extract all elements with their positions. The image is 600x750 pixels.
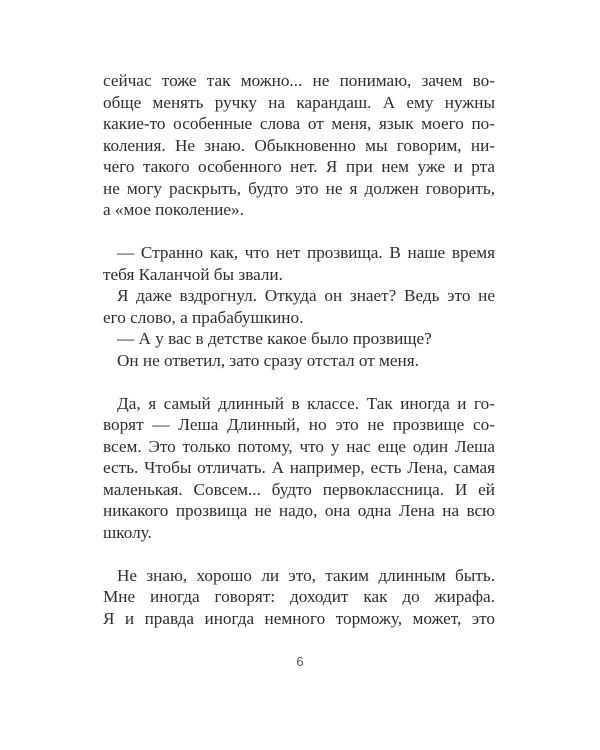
text-line: Не знаю, хорошо ли это, таким длинным быть. bbox=[117, 565, 495, 585]
paragraph-5 bbox=[103, 350, 495, 372]
text-line: какие-то особенные слова от меня, язык моего по- bbox=[103, 114, 495, 133]
text-line: тебя Каланчой бы звали. bbox=[103, 264, 283, 284]
paragraph-6 bbox=[103, 393, 495, 544]
paragraph-7 bbox=[103, 565, 495, 630]
text-line: его слово, а прабабушкино. bbox=[103, 307, 304, 327]
text-line: школу. bbox=[103, 522, 152, 542]
text-line: не могу раскрыть, будто это не я должен говорить, bbox=[103, 178, 495, 198]
paragraph-gap bbox=[103, 371, 495, 393]
paragraph-3 bbox=[103, 285, 495, 328]
text-line: а «мое поколение». bbox=[103, 200, 244, 219]
paragraph-1 bbox=[103, 70, 495, 221]
text-line: никакого прозвища не надо, она одна Лена на всю bbox=[103, 501, 495, 520]
paragraph-2 bbox=[103, 242, 495, 285]
text-line: маленькая. Совсем... будто первоклассница. И ей bbox=[103, 479, 495, 499]
text-line: Он не ответил, зато сразу отстал от меня. bbox=[117, 350, 419, 370]
text-line: чего такого особенного нет. Я при нем уже и рта bbox=[103, 157, 495, 176]
text-line: Я даже вздрогнул. Откуда он знает? Ведь это не bbox=[117, 286, 495, 305]
text-line: сейчас тоже так можно... не понимаю, зачем во- bbox=[103, 71, 495, 90]
paragraph-gap bbox=[103, 221, 495, 243]
text-line: ворят — Леша Длинный, но это не прозвище со- bbox=[103, 415, 495, 434]
text-line: Мне иногда говорят: доходит как до жирафа. bbox=[103, 587, 495, 606]
text-line: всем. Это только потому, что у нас еще один Леша bbox=[103, 436, 495, 456]
text-line: Я и правда иногда немного торможу, может, это bbox=[103, 608, 495, 628]
text-line: есть. Чтобы отличать. А например, есть Лена, самая bbox=[103, 458, 495, 477]
text-line: — Странно как, что нет прозвища. В наше время bbox=[117, 243, 495, 262]
paragraph-4 bbox=[103, 328, 495, 350]
text-line: коления. Не знаю. Обыкновенно мы говорим, ни- bbox=[103, 135, 495, 155]
paragraph-gap bbox=[103, 543, 495, 565]
text-line: — А у вас в детстве какое было прозвище? bbox=[117, 329, 432, 348]
text-line: Да, я самый длинный в классе. Так иногда и го- bbox=[117, 393, 495, 413]
page-text bbox=[103, 70, 495, 629]
page-number: 6 bbox=[296, 654, 304, 669]
text-line: обще менять ручку на карандаш. А ему нужны bbox=[103, 92, 495, 112]
